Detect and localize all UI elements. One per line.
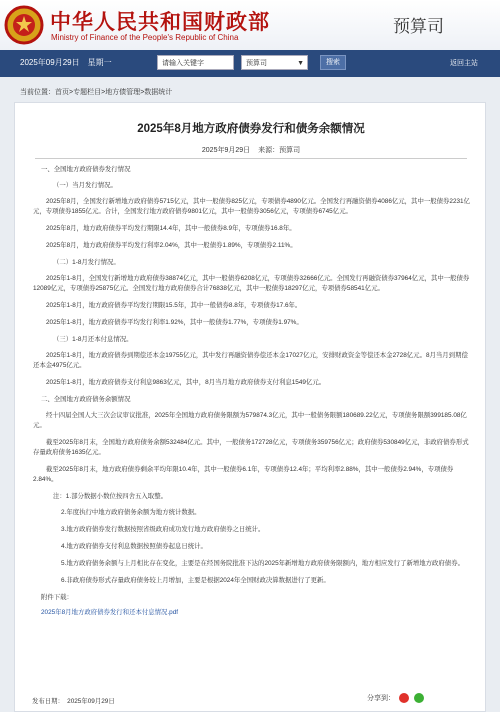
subsection-heading: （一）当月发行情况。 <box>53 182 117 189</box>
search-scope-value: 预算司 <box>246 60 267 67</box>
subsection-heading: （三）1-8月还本付息情况。 <box>53 336 133 343</box>
note-item: 2.年度执行中地方政府债务余额为地方统计数据。 <box>61 509 201 516</box>
divider <box>35 158 467 159</box>
article-panel <box>14 102 486 712</box>
article-title: 2025年8月地方政府债券发行和债务余额情况 <box>137 123 365 135</box>
search-input[interactable]: 请输入关键字 <box>157 55 234 70</box>
article-paragraph: 2025年1-8月，地方政府债券到期偿还本金19755亿元，其中发行再融资债券偿还本金17027亿元，安排财政资金等偿还本金2728亿元。8月当月到期偿还本金4975亿元。 <box>33 352 468 369</box>
breadcrumb-separator: > <box>101 89 106 96</box>
article-paragraph: 2025年8月，地方政府债券平均发行利率2.04%，其中一般债券1.89%，专项债券2.11%。 <box>46 242 297 249</box>
attachment-link-row <box>33 608 473 618</box>
department-name: 预算司 <box>393 17 444 36</box>
note-item: 4.地方政府债券支付利息数据按照债券起息日统计。 <box>61 543 207 550</box>
article-paragraph: 2025年1-8月，地方政府债券平均发行期限15.5年，其中一般债券8.8年，专项债券17.6年。 <box>46 302 302 309</box>
subsection-heading: 注：1.部分数据小数位按四舍五入取整。 <box>53 493 167 500</box>
home-link[interactable]: 返回主站 <box>450 60 478 67</box>
breadcrumb-separator: > <box>69 89 74 96</box>
note-item: 6.非政府债券形式存量政府债务较上月增加，主要是根据2024年全国财政决算数据进行了更新。 <box>61 577 330 584</box>
ministry-name-cn: 中华人民共和国财政部 <box>50 10 270 34</box>
breadcrumb-item-stats[interactable]: 数据统计 <box>144 89 173 96</box>
share-bar <box>367 693 424 703</box>
national-emblem-icon <box>4 5 44 45</box>
article-paragraph: 2025年1-8月，全国发行新增地方政府债券38874亿元，其中一般债券6208亿元，专项债券32666亿元。全国发行再融资债券37964亿元，其中一般债券12089亿元，专项债券25875亿元。全国发行地方政府债券合计76838亿元，其中一般债券18297亿元，专项债券58541亿元。 <box>33 275 470 292</box>
publish-date: 发布日期： 2025年09月29日 <box>32 698 115 705</box>
current-date: 2025年09月29日 星期一 <box>20 58 112 67</box>
breadcrumb-item-debt[interactable]: 地方债管理 <box>105 89 141 96</box>
attachment-label: 附件下载： <box>41 594 73 601</box>
section-heading: 二、全国地方政府债务余额情况 <box>41 396 131 403</box>
chevron-down-icon: ▼ <box>297 60 304 67</box>
subsection-heading: （二）1-8月发行情况。 <box>53 259 120 266</box>
article-paragraph: 截至2025年8月末，地方政府债券剩余平均年限10.4年，其中一般债券6.1年，专项债券12.4年；平均利率2.88%，其中一般债券2.94%，专项债券2.84%。 <box>33 466 454 483</box>
article-source: 来源：预算司 <box>258 147 301 154</box>
wechat-share-icon[interactable] <box>414 693 424 703</box>
article-paragraph: 2025年8月，地方政府债券平均发行期限14.4年，其中一般债券8.9年，专项债券16.8年。 <box>46 225 296 232</box>
article-paragraph: 2025年1-8月，地方政府债券支付利息9863亿元，其中，8月当月地方政府债券支付利息1549亿元。 <box>46 379 326 386</box>
share-label: 分享到： <box>367 695 395 702</box>
article-footer <box>14 696 486 712</box>
section-heading: 一、全国地方政府债券发行情况 <box>41 166 131 173</box>
breadcrumb-separator: > <box>140 89 145 96</box>
article-paragraph: 2025年1-8月，地方政府债券平均发行利率1.92%，其中一般债券1.77%，专项债券1.97%。 <box>46 319 303 326</box>
ministry-name-en: Ministry of Finance of the People's Republic of China <box>51 33 239 42</box>
article-paragraph: 2025年8月，全国发行新增地方政府债券5715亿元，其中一般债券825亿元，专项债券4890亿元。全国发行再融资债券4086亿元，其中一般债券2231亿元，专项债券1855亿元。合计，全国发行地方政府债券9801亿元，其中一般债券3056亿元，专项债券6745亿元。 <box>33 198 471 215</box>
article-body <box>33 165 473 623</box>
attachment-link[interactable]: 2025年8月地方政府债券发行和还本付息情况.pdf <box>41 609 179 616</box>
search-button[interactable]: 搜索 <box>320 55 346 70</box>
article-meta <box>15 145 487 155</box>
site-header <box>0 0 500 50</box>
top-nav-bar <box>0 50 500 77</box>
article-paragraph: 截至2025年8月末，全国地方政府债务余额532484亿元。其中，一般债务172728亿元，专项债务359756亿元；政府债券530849亿元，非政府债券形式存量政府债务1635亿元。 <box>33 439 469 456</box>
note-item: 5.地方政府债务余额与上月相比存在变化，主要是在经国务院批准下达的2025年新增地方政府债务限额内，地方相应发行了新增地方政府债券。 <box>61 560 464 567</box>
breadcrumb-item-home[interactable]: 首页 <box>55 89 69 96</box>
note-item: 3.地方政府债券发行数据按照省级政府成功发行地方政府债券之日统计。 <box>61 526 265 533</box>
article-paragraph: 经十四届全国人大三次会议审议批准，2025年全国地方政府债务限额为579874.3亿元，其中一般债务限额180689.22亿元，专项债务限额399185.08亿元。 <box>33 412 467 429</box>
search-scope-select[interactable] <box>241 55 308 70</box>
breadcrumb-item-topics[interactable]: 专题栏目 <box>73 89 102 96</box>
breadcrumb <box>0 84 500 100</box>
weibo-share-icon[interactable] <box>399 693 409 703</box>
article-date: 2025年9月29日 <box>201 147 251 154</box>
breadcrumb-prefix: 当前位置： <box>20 89 55 96</box>
